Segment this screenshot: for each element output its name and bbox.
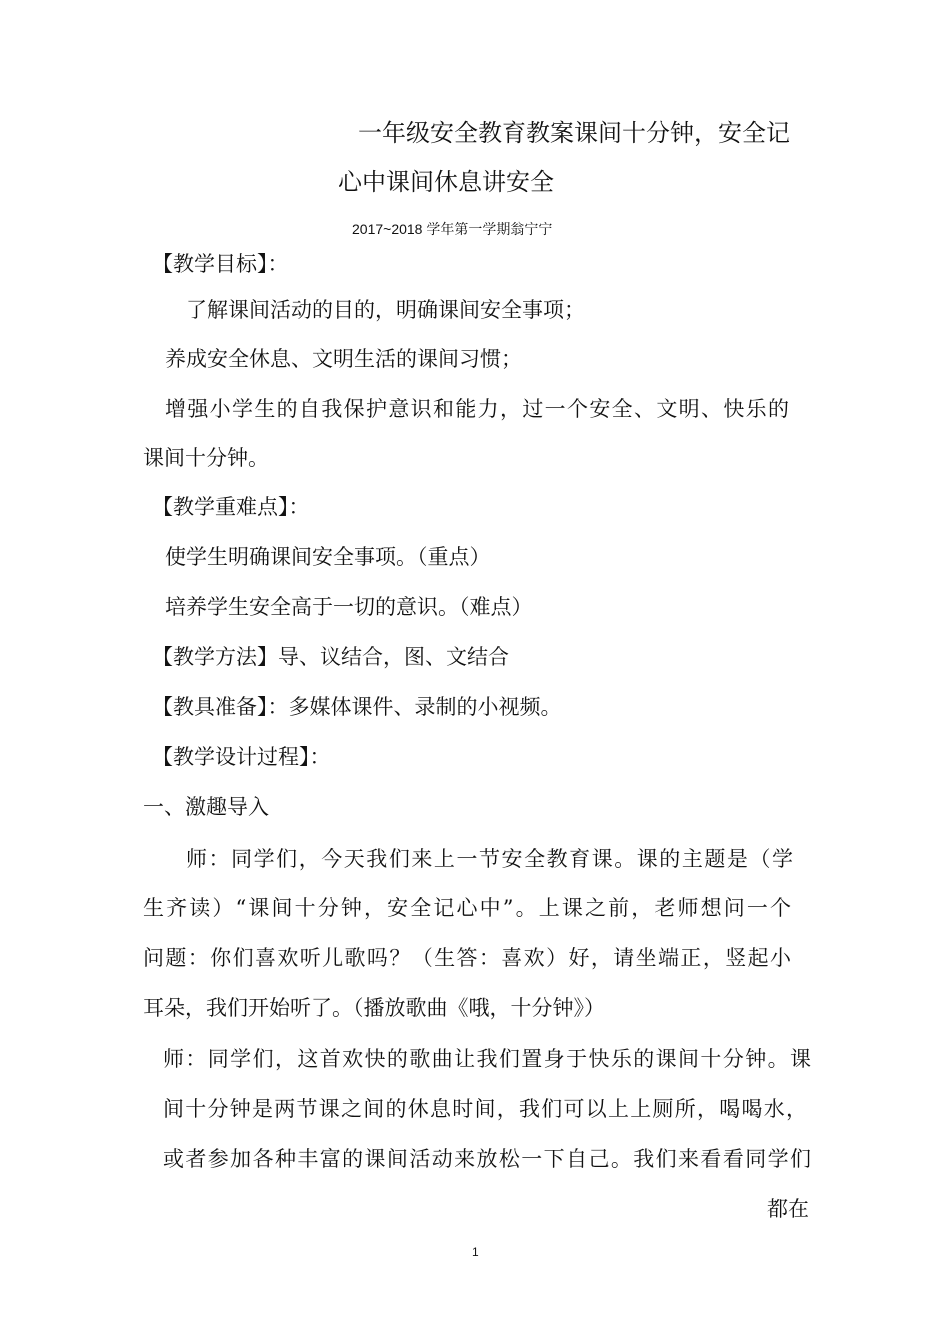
paragraph-line: 使学生明确课间安全事项。（重点）: [165, 545, 491, 569]
section-heading-methods: 【教学方法】导、议结合，图、文结合: [152, 645, 509, 669]
section-heading-key-points: 【教学重难点】：: [152, 495, 310, 519]
paragraph-line: 师：同学们，今天我们来上一节安全教育课。课的主题是（学: [186, 847, 793, 871]
paragraph-line: 课间十分钟。: [143, 446, 269, 470]
paragraph-line: 或者参加各种丰富的课间活动来放松一下自己。我们来看看同学们: [163, 1147, 811, 1171]
paragraph-line: 耳朵，我们开始听了。（播放歌曲《哦，十分钟》）: [143, 996, 605, 1020]
page-number: 1: [472, 1245, 479, 1259]
paragraph-line: 生齐读）“课间十分钟，安全记心中”。上课之前，老师想问一个: [143, 896, 791, 920]
section-heading-materials: 【教具准备】：多媒体课件、录制的小视频。: [152, 695, 562, 719]
paragraph-line: 问题：你们喜欢听儿歌吗？（生答：喜欢）好，请坐端正，竖起小: [143, 946, 791, 970]
paragraph-line: 师：同学们，这首欢快的歌曲让我们置身于快乐的课间十分钟。课: [163, 1047, 811, 1071]
subtitle: 2017~2018 学年第一学期翁宁宁: [352, 221, 553, 237]
section-heading-intro: 一、激趣导入: [143, 795, 269, 819]
section-heading-objectives: 【教学目标】：: [152, 252, 289, 276]
paragraph-line: 养成安全休息、文明生活的课间习惯；: [165, 347, 522, 371]
paragraph-line: 培养学生安全高于一切的意识。（难点）: [165, 595, 533, 619]
title-line-1: 一年级安全教育教案课间十分钟，安全记: [358, 119, 790, 147]
paragraph-line: 了解课间活动的目的，明确课间安全事项；: [186, 298, 585, 322]
paragraph-line: 都在: [767, 1197, 809, 1221]
paragraph-line: 间十分钟是两节课之间的休息时间，我们可以上上厕所，喝喝水，: [163, 1097, 807, 1121]
title-line-2: 心中课间休息讲安全: [338, 168, 554, 196]
section-heading-process: 【教学设计过程】：: [152, 745, 331, 769]
paragraph-line: 增强小学生的自我保护意识和能力，过一个安全、文明、快乐的: [165, 397, 789, 421]
